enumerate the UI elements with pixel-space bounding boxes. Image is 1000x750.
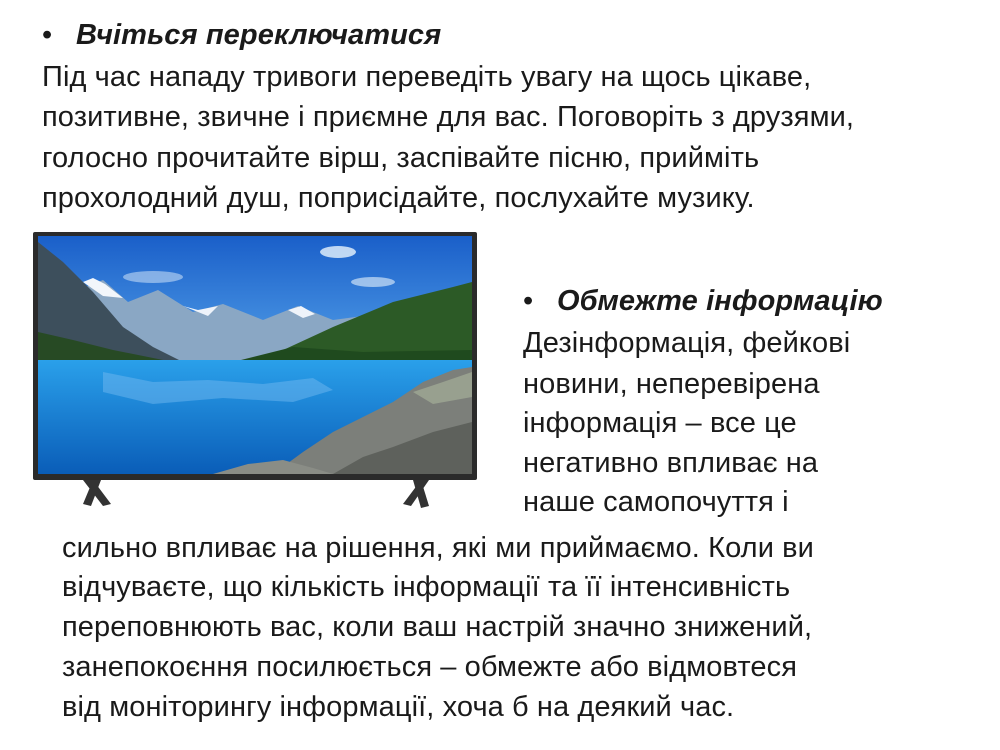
heading-text: Вчіться переключатися — [76, 19, 442, 51]
bullet-icon: • — [42, 19, 53, 51]
paragraph-line: Дезінформація, фейкові — [523, 327, 851, 359]
paragraph-line: прохолодний душ, поприсідайте, послухайте музику. — [42, 182, 755, 214]
heading-text: Обмежте інформацію — [557, 285, 883, 317]
paragraph-line: негативно впливає на — [523, 447, 819, 479]
paragraph-line: голосно прочитайте вірш, заспівайте пісню, прийміть — [42, 142, 760, 174]
paragraph-line: занепокоєння посилюється – обмежте або відмовтеся — [62, 651, 798, 683]
paragraph-line: наше самопочуття і — [523, 486, 789, 518]
paragraph-line: позитивне, звичне і приємне для вас. Поговоріть з друзями, — [42, 101, 855, 133]
section-heading-limit-info — [523, 283, 883, 320]
paragraph-line: переповнюють вас, коли ваш настрій значно знижений, — [62, 611, 813, 643]
tv-landscape-image — [33, 232, 477, 512]
paragraph-line: сильно впливає на рішення, які ми приймаємо. Коли ви — [62, 532, 814, 564]
paragraph-line: Під час нападу тривоги переведіть увагу на щось цікаве, — [42, 61, 812, 93]
section-heading-switch — [42, 17, 441, 54]
bullet-icon: • — [523, 285, 534, 317]
paragraph-line: новини, неперевірена — [523, 368, 820, 400]
paragraph-line: від моніторингу інформації, хоча б на деякий час. — [62, 691, 735, 723]
paragraph-line: інформація – все це — [523, 407, 797, 439]
paragraph-line: відчуваєте, що кількість інформації та її інтенсивність — [62, 571, 791, 603]
